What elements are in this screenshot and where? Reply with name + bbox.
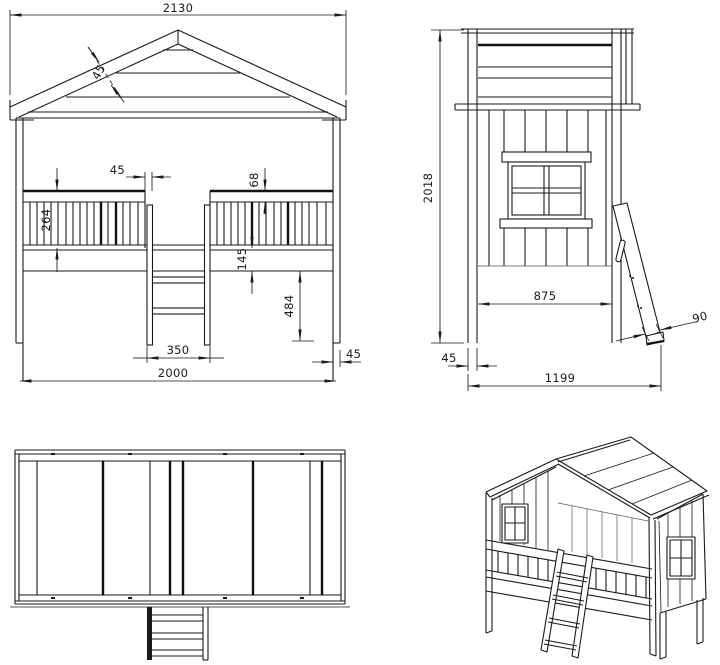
plan-fixings — [51, 453, 304, 599]
plan-boards — [37, 461, 322, 595]
dim-leg-width: 45 — [346, 347, 362, 361]
perspective-ladder — [541, 549, 593, 658]
dim-overall-width: 2000 — [157, 366, 189, 380]
front-railing — [23, 191, 333, 271]
side-wall — [478, 110, 612, 266]
dim-overall-height: 2018 — [421, 172, 435, 204]
dim-post-width: 45 — [441, 351, 457, 365]
front-ladder — [147, 205, 210, 345]
dim-overall-width-top: 2130 — [162, 1, 194, 15]
side-elevation-view — [421, 29, 709, 391]
dim-roof-board: 45 — [88, 61, 109, 83]
roof — [10, 30, 346, 120]
plan-view — [10, 450, 350, 660]
side-window — [500, 152, 592, 228]
dim-inner-depth: 875 — [533, 289, 557, 303]
dim-under-bed-clearance: 484 — [282, 294, 296, 318]
plan-ladder — [147, 607, 208, 660]
railing-slats-right — [217, 202, 326, 245]
dim-railing-height: 264 — [39, 208, 53, 232]
dim-overall-depth: 1199 — [544, 371, 576, 385]
perspective-gable-window — [502, 504, 528, 543]
perspective-railing — [486, 540, 652, 620]
perspective-far-wall — [649, 494, 706, 659]
dim-bed-board: 145 — [235, 247, 249, 271]
perspective-view — [486, 437, 709, 659]
perspective-side-window — [667, 537, 695, 579]
dim-ladder-board: 90 — [690, 308, 710, 326]
perspective-back-wall — [558, 503, 648, 563]
front-elevation-view — [10, 1, 361, 381]
dim-top-rail: 68 — [247, 172, 261, 188]
dim-ladder-width: 350 — [166, 343, 190, 357]
dim-ladder-gap: 45 — [109, 163, 125, 177]
